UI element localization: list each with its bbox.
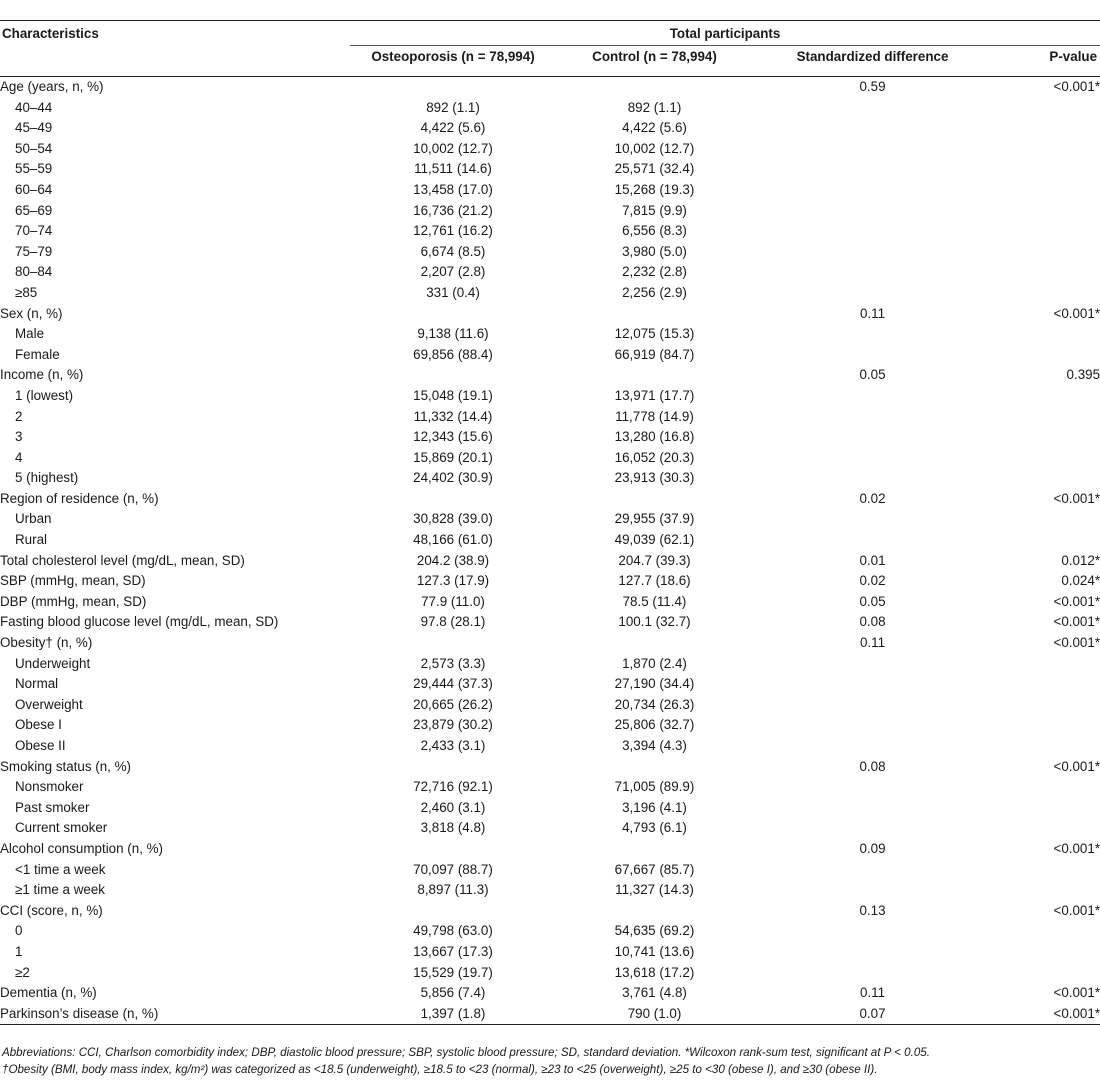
header-total-participants: Total participants [350,22,1100,46]
control-value: 127.7 (18.6) [618,573,691,589]
header-osteoporosis: Osteoporosis (n = 78,994) [350,46,556,77]
standardized-difference-value [753,715,992,736]
control-value [556,365,753,386]
table-row [0,963,1100,984]
table-row [0,98,1100,119]
p-value [992,777,1100,798]
row-label: SBP (mmHg, mean, SD) [0,573,146,589]
osteoporosis-value: 15,048 (19.1) [413,387,493,403]
control-value: 25,571 (32.4) [614,161,695,177]
row-label: 0 [15,923,23,939]
control-value: 11,327 (14.3) [615,882,694,898]
control-value: 4,793 (6.1) [622,820,687,836]
osteoporosis-value: 13,458 (17.0) [413,181,493,197]
osteoporosis-value: 1,397 (1.8) [350,1004,556,1025]
control-value: 13,618 (17.2) [614,964,695,980]
table-row [0,1004,1100,1025]
standardized-difference-value [753,921,992,942]
table-row [0,674,1100,695]
p-value: <0.001* [1053,79,1100,94]
p-value [992,407,1100,428]
row-label: 60–64 [15,181,53,197]
standardized-difference-value [753,407,992,428]
row-label: Urban [15,511,52,527]
osteoporosis-value: 892 (1.1) [426,99,480,115]
standardized-difference-value [753,386,992,407]
table-row [0,304,1100,325]
standardized-difference-value [753,860,992,881]
control-value: 23,913 (30.3) [614,470,695,486]
standardized-difference-value [753,448,992,469]
row-label: Male [15,326,45,342]
control-value [556,839,753,860]
table-row [0,509,1100,530]
control-value: 3,761 (4.8) [622,985,687,1001]
p-value: <0.001* [1053,985,1100,1001]
table-row [0,365,1100,386]
control-value [556,304,753,325]
standardized-difference-value: 0.11 [859,635,886,651]
p-value [992,798,1100,819]
p-value: <0.001* [992,1004,1100,1025]
standardized-difference-value: 0.01 [859,552,886,568]
p-value [992,448,1100,469]
table-row [0,592,1100,613]
p-value: <0.001* [1053,614,1100,630]
standardized-difference-value [753,695,992,716]
row-label: Rural [15,532,47,548]
table-row [0,612,1100,633]
row-label: Age (years, n, %) [0,79,104,94]
control-value [556,77,753,98]
control-value: 20,734 (26.3) [614,696,695,712]
table-row [0,468,1100,489]
p-value [992,159,1100,180]
standardized-difference-value: 0.02 [859,573,886,589]
p-value [992,921,1100,942]
table-row [0,921,1100,942]
row-label: Normal [15,676,59,692]
osteoporosis-value: 12,761 (16.2) [413,223,493,239]
header-control: Control (n = 78,994) [556,46,753,77]
osteoporosis-value: 10,002 (12.7) [413,140,493,156]
standardized-difference-value [753,98,992,119]
row-label: 1 (lowest) [15,387,74,403]
top-margin [0,0,1100,20]
characteristics-table [0,22,1100,1025]
table-row [0,633,1100,654]
p-value [992,880,1100,901]
header-row-group [0,22,1100,46]
osteoporosis-value: 70,097 (88.7) [413,861,493,877]
standardized-difference-value [753,324,992,345]
p-value: <0.001* [1053,902,1100,918]
standardized-difference-value [753,118,992,139]
osteoporosis-value: 72,716 (92.1) [413,779,493,795]
header-row-columns [0,46,1100,77]
control-value [556,633,753,654]
control-value: 2,232 (2.8) [622,264,687,280]
control-value: 10,002 (12.7) [614,140,695,156]
row-label: Fasting blood glucose level (mg/dL, mean, SD) [0,614,279,630]
osteoporosis-value: 2,573 (3.3) [420,655,486,671]
osteoporosis-value: 8,897 (11.3) [417,882,489,898]
footnote-obesity: †Obesity (BMI, body mass index, kg/m²) was categorized as <18.5 (underweight), ≥18.5 to <23 (normal), ≥23 to <25 (overweight), ≥25 to <30 (obese I), and ≥30 (obese II). [2,1063,878,1076]
row-label: ≥2 [15,964,30,980]
table-row [0,221,1100,242]
control-value: 11,778 (14.9) [615,408,694,424]
row-label: Dementia (n, %) [0,985,97,1001]
osteoporosis-value: 204.2 (38.9) [416,552,490,568]
p-value [992,942,1100,963]
standardized-difference-value: 0.13 [859,902,886,918]
osteoporosis-value: 20,665 (26.2) [413,696,493,712]
osteoporosis-value: 77.9 (11.0) [421,593,485,609]
standardized-difference-value [753,283,992,304]
row-label: Alcohol consumption (n, %) [0,840,163,856]
table-row [0,427,1100,448]
osteoporosis-value: 69,856 (88.4) [413,346,493,362]
table-row [0,818,1100,839]
standardized-difference-value [753,345,992,366]
osteoporosis-value: 30,828 (39.0) [413,511,493,527]
p-value: <0.001* [1053,593,1100,609]
osteoporosis-value [350,901,556,922]
footnote-abbreviations: Abbreviations: CCI, Charlson comorbidity index; DBP, diastolic blood pressure; SBP, systolic blood pressure; SD, standard deviation. *Wilcoxon rank-sum test, significant at P < 0.05. [2,1046,930,1059]
control-value: 1,870 (2.4) [622,655,687,671]
p-value [992,262,1100,283]
control-value: 2,256 (2.9) [622,284,687,300]
osteoporosis-value: 49,798 (63.0) [413,923,493,939]
p-value [992,324,1100,345]
standardized-difference-value [753,468,992,489]
osteoporosis-value: 11,511 (14.6) [414,161,492,177]
standardized-difference-value: 0.11 [859,305,886,321]
row-label: Income (n, %) [0,367,84,383]
table-row [0,695,1100,716]
row-label: <1 time a week [15,861,106,877]
row-label: Parkinson’s disease (n, %) [0,1004,350,1025]
table-body [0,77,1100,1025]
control-value: 66,919 (84.7) [614,346,695,362]
standardized-difference-value [753,180,992,201]
table-row [0,118,1100,139]
osteoporosis-value [350,633,556,654]
p-value [992,695,1100,716]
p-value: 0.024* [1061,573,1100,589]
osteoporosis-value [350,839,556,860]
table-row [0,942,1100,963]
table-row [0,571,1100,592]
row-label: 55–59 [15,161,53,177]
osteoporosis-value: 2,207 (2.8) [420,264,486,280]
osteoporosis-value: 11,332 (14.4) [413,408,493,424]
standardized-difference-value: 0.08 [859,758,886,774]
osteoporosis-value: 3,818 (4.8) [420,820,486,836]
table-row [0,860,1100,881]
table-row [0,77,1100,98]
standardized-difference-value [753,818,992,839]
row-label: Total cholesterol level (mg/dL, mean, SD) [0,552,245,568]
p-value: <0.001* [1053,305,1100,321]
p-value: 0.395 [1066,367,1100,383]
osteoporosis-value: 97.8 (28.1) [420,614,486,630]
p-value [992,427,1100,448]
osteoporosis-value: 23,879 (30.2) [413,717,493,733]
table-row [0,139,1100,160]
p-value: 0.012* [1061,552,1100,568]
p-value: <0.001* [1053,490,1100,506]
table-row [0,489,1100,510]
p-value [992,118,1100,139]
p-value [992,139,1100,160]
row-label: 2 [15,408,23,424]
osteoporosis-value [350,489,556,510]
table-row [0,654,1100,675]
standardized-difference-value [753,654,992,675]
row-label: 70–74 [15,223,53,239]
row-label: Obesity† (n, %) [0,635,93,651]
row-label: Nonsmoker [15,779,84,795]
standardized-difference-value [753,262,992,283]
table-row [0,242,1100,263]
p-value [992,201,1100,222]
control-value: 71,005 (89.9) [614,779,695,795]
table-row [0,407,1100,428]
row-label: 5 (highest) [15,470,79,486]
p-value [992,860,1100,881]
table-row [0,262,1100,283]
row-label: 80–84 [15,264,53,280]
header-standardized-difference: Standardized difference [753,46,992,77]
control-value: 54,635 (69.2) [614,923,695,939]
standardized-difference-value: 0.11 [859,985,886,1001]
table-footnotes [2,1044,1098,1078]
standardized-difference-value [753,880,992,901]
standardized-difference-value: 0.08 [859,614,886,630]
table-row [0,715,1100,736]
p-value: <0.001* [1053,635,1100,651]
control-value: 3,980 (5.0) [622,243,687,259]
control-value: 12,075 (15.3) [614,326,695,342]
osteoporosis-value: 12,343 (15.6) [413,429,493,445]
row-label: Past smoker [15,799,90,815]
table-row [0,345,1100,366]
table-row [0,201,1100,222]
table-row [0,180,1100,201]
control-value: 10,741 (13.6) [614,943,695,959]
p-value [992,386,1100,407]
row-label: 45–49 [15,120,53,136]
control-value: 27,190 (34.4) [614,676,695,692]
standardized-difference-value: 0.59 [859,79,886,94]
header-p-value: P-value [992,46,1100,77]
row-label: 50–54 [15,140,53,156]
control-value: 49,039 (62.1) [614,532,695,548]
osteoporosis-value: 15,869 (20.1) [413,449,493,465]
table-top-rule [0,20,1100,21]
standardized-difference-value: 0.07 [753,1004,992,1025]
header-blank [0,46,350,77]
control-value: 29,955 (37.9) [614,511,695,527]
standardized-difference-value: 0.02 [859,490,886,506]
control-value: 790 (1.0) [556,1004,753,1025]
row-label: ≥1 time a week [15,882,105,898]
osteoporosis-value [350,757,556,778]
row-label: Overweight [15,696,83,712]
standardized-difference-value: 0.05 [859,367,886,383]
p-value [992,715,1100,736]
p-value [992,283,1100,304]
p-value [992,654,1100,675]
control-value: 13,280 (16.8) [614,429,695,445]
osteoporosis-value: 16,736 (21.2) [413,202,493,218]
osteoporosis-value: 5,856 (7.4) [420,985,486,1001]
standardized-difference-value [753,798,992,819]
osteoporosis-value: 13,667 (17.3) [413,943,493,959]
table-row [0,530,1100,551]
standardized-difference-value [753,674,992,695]
table-row [0,839,1100,860]
row-label: Underweight [15,655,91,671]
standardized-difference-value [753,736,992,757]
row-label: 65–69 [15,202,53,218]
p-value [992,818,1100,839]
standardized-difference-value [753,942,992,963]
control-value: 204.7 (39.3) [618,552,691,568]
row-label: 3 [15,429,23,445]
control-value: 15,268 (19.3) [614,181,695,197]
table-row [0,448,1100,469]
row-label: Sex (n, %) [0,305,63,321]
osteoporosis-value [350,304,556,325]
standardized-difference-value: 0.09 [859,840,886,856]
p-value [992,221,1100,242]
header-characteristics: Characteristics [2,26,99,42]
standardized-difference-value [753,963,992,984]
p-value: <0.001* [1053,840,1100,856]
table-row [0,798,1100,819]
osteoporosis-value: 48,166 (61.0) [413,532,493,548]
standardized-difference-value [753,159,992,180]
p-value [992,468,1100,489]
control-value: 25,806 (32.7) [614,717,695,733]
p-value [992,736,1100,757]
p-value [992,180,1100,201]
p-value [992,242,1100,263]
osteoporosis-value: 4,422 (5.6) [420,120,486,136]
control-value [556,489,753,510]
standardized-difference-value [753,777,992,798]
osteoporosis-value [350,365,556,386]
row-label: 75–79 [15,243,53,259]
control-value: 67,667 (85.7) [614,861,695,877]
p-value [992,530,1100,551]
control-value [556,757,753,778]
control-value: 16,052 (20.3) [614,449,695,465]
control-value: 4,422 (5.6) [622,120,687,136]
row-label: DBP (mmHg, mean, SD) [0,593,147,609]
standardized-difference-value: 0.05 [859,593,886,609]
control-value: 892 (1.1) [627,99,682,115]
table-row [0,283,1100,304]
table-row [0,777,1100,798]
row-label: Region of residence (n, %) [0,490,159,506]
table-row [0,736,1100,757]
table-row [0,324,1100,345]
osteoporosis-value [350,77,556,98]
osteoporosis-value: 2,433 (3.1) [420,738,486,753]
standardized-difference-value [753,139,992,160]
control-value: 13,971 (17.7) [614,387,695,403]
osteoporosis-value: 2,460 (3.1) [420,799,486,815]
p-value [992,509,1100,530]
row-label: 40–44 [15,99,53,115]
standardized-difference-value [753,201,992,222]
table-row [0,983,1100,1004]
standardized-difference-value [753,221,992,242]
standardized-difference-value [753,427,992,448]
control-value: 3,196 (4.1) [622,799,687,815]
control-value: 100.1 (32.7) [618,614,691,630]
table-row [0,901,1100,922]
standardized-difference-value [753,242,992,263]
osteoporosis-value: 9,138 (11.6) [417,326,489,342]
osteoporosis-value: 15,529 (19.7) [413,964,493,980]
row-label: 1 [15,943,23,959]
osteoporosis-value: 24,402 (30.9) [413,470,493,486]
table-row [0,159,1100,180]
p-value [992,345,1100,366]
row-label: Female [15,346,60,362]
table-row [0,880,1100,901]
row-label: 4 [15,449,23,465]
p-value [992,98,1100,119]
p-value: <0.001* [1053,758,1100,774]
table-row [0,757,1100,778]
row-label: Smoking status (n, %) [0,758,131,774]
table-row [0,551,1100,572]
standardized-difference-value [753,530,992,551]
control-value [556,901,753,922]
control-value: 7,815 (9.9) [622,202,687,218]
p-value [992,674,1100,695]
standardized-difference-value [753,509,992,530]
control-value: 3,394 (4.3) [622,738,687,753]
p-value [992,963,1100,984]
row-label: ≥85 [15,284,38,300]
osteoporosis-value: 6,674 (8.5) [420,243,486,259]
table-row [0,386,1100,407]
osteoporosis-value: 29,444 (37.3) [413,676,493,692]
row-label: Current smoker [15,820,108,836]
osteoporosis-value: 127.3 (17.9) [416,573,490,589]
row-label: Obese II [15,738,66,753]
row-label: Obese I [15,717,62,733]
control-value: 78.5 (11.4) [622,593,687,609]
osteoporosis-value: 331 (0.4) [426,284,480,300]
row-label: CCI (score, n, %) [0,902,103,918]
control-value: 6,556 (8.3) [622,223,687,239]
